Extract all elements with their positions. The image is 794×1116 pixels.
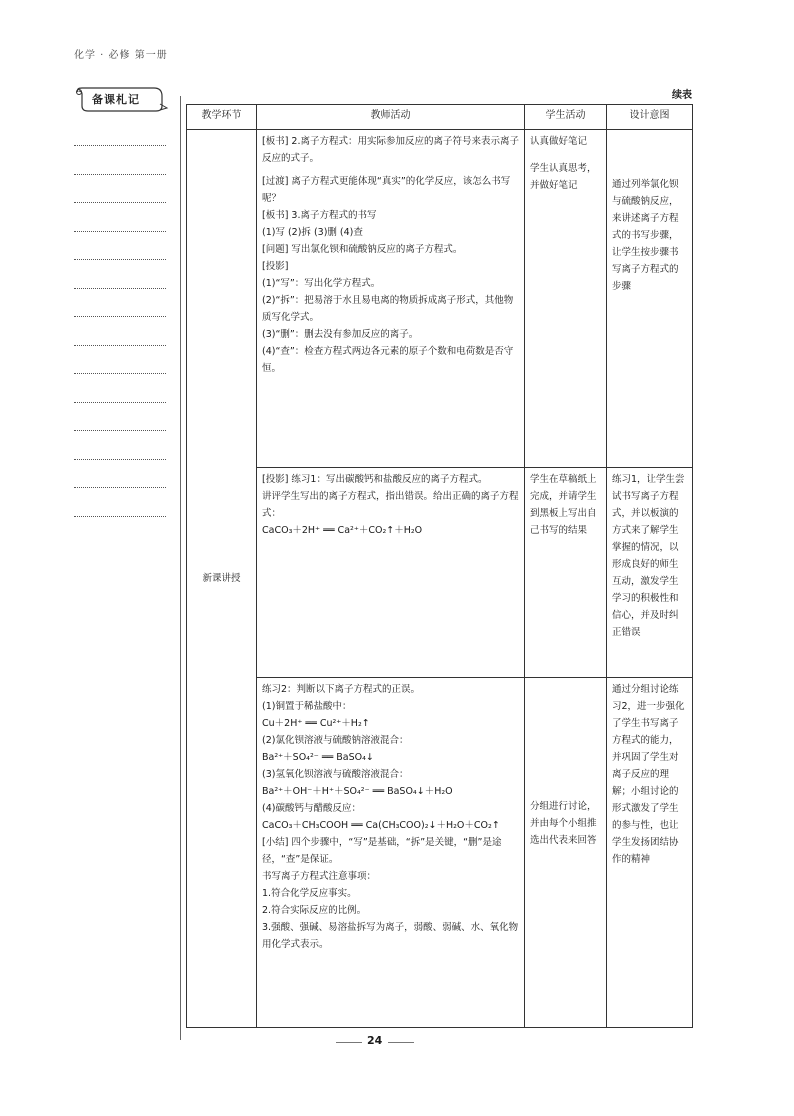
teacher-line: 2.符合实际反应的比例。 [262, 905, 367, 916]
teacher-line: (1)“写”：写出化学方程式。 [262, 278, 381, 289]
teacher-line: 练习2：判断以下离子方程式的正误。 [262, 684, 421, 695]
teacher-line: [板书] 3.离子方程式的书写 [262, 210, 377, 221]
teacher-line: [板书] 2.离子方程式：用实际参加反应的离子符号来表示离子反应的式子。 [262, 136, 519, 164]
header-student: 学生活动 [525, 105, 607, 130]
design-text: 通过列举氯化钡与硫酸钠反应，来讲述离子方程式的书写步骤，让学生按步骤书写离子方程式的步骤 [612, 179, 679, 292]
student-text: 认真做好笔记 [530, 136, 588, 147]
header-design: 设计意图 [607, 105, 693, 130]
teacher-cell [257, 130, 525, 468]
page-number-rule-left [336, 1042, 362, 1043]
teacher-line: (4)“查”：检查方程式两边各元素的原子个数和电荷数是否守恒。 [262, 346, 514, 374]
teacher-cell [257, 678, 525, 1028]
table-row [187, 678, 693, 1028]
design-cell [607, 130, 693, 468]
header-teacher: 教师活动 [257, 105, 525, 130]
note-line [74, 487, 166, 488]
note-line [74, 231, 166, 232]
teacher-line: (1)铜置于稀盐酸中： [262, 701, 352, 712]
teacher-line: (3)氢氧化钡溶液与硫酸溶液混合： [262, 769, 409, 780]
teacher-line: [过渡] 离子方程式更能体现“真实”的化学反应，该怎么书写呢？ [262, 176, 511, 204]
teacher-line: (4)碳酸钙与醋酸反应： [262, 803, 361, 814]
teacher-line: 书写离子方程式注意事项： [262, 871, 377, 882]
notes-logo-text: 备课札记 [92, 93, 140, 106]
teacher-line: 讲评学生写出的离子方程式，指出错误。给出正确的离子方程式： [262, 491, 519, 519]
page-number: 24 [367, 1034, 383, 1047]
design-text: 通过分组讨论练习2，进一步强化了学生书写离子方程式的能力，并巩固了学生对离子反应的理解；小组讨论的形式激发了学生的参与性，也让学生发扬团结协作的精神 [612, 684, 685, 865]
design-cell [607, 468, 693, 678]
note-line [74, 145, 166, 146]
table-row [187, 468, 693, 678]
teacher-line: [小结] 四个步骤中，“写”是基础，“拆”是关键，“删”是途径，“查”是保证。 [262, 837, 502, 865]
teacher-line: Ba²⁺＋OH⁻＋H⁺＋SO₄²⁻ ══ BaSO₄↓＋H₂O [262, 786, 453, 797]
student-text: 学生在草稿纸上完成，并请学生到黑板上写出自己书写的结果 [530, 474, 597, 536]
teacher-line: 1.符合化学反应事实。 [262, 888, 357, 899]
teacher-line: [投影] 练习1：写出碳酸钙和盐酸反应的离子方程式。 [262, 474, 488, 485]
note-line [74, 459, 166, 460]
lesson-plan-table [186, 104, 693, 1028]
stage-cell: 新课讲授 [187, 130, 257, 1028]
continued-label: 续表 [672, 90, 692, 101]
teacher-line: CaCO₃＋CH₃COOH ══ Ca(CH₃COO)₂↓＋H₂O＋CO₂↑ [262, 820, 500, 831]
teacher-line: Cu＋2H⁺ ══ Cu²⁺＋H₂↑ [262, 718, 370, 729]
student-text: 学生认真思考，并做好笔记 [530, 163, 597, 191]
note-line [74, 316, 166, 317]
teacher-line: [投影] [262, 261, 289, 272]
note-line [74, 373, 166, 374]
student-text: 分组进行讨论，并由每个小组推选出代表来回答 [530, 801, 597, 846]
note-line [74, 345, 166, 346]
note-line [74, 202, 166, 203]
table-header-row [187, 105, 693, 130]
header-stage: 教学环节 [187, 105, 257, 130]
student-cell [525, 468, 607, 678]
teacher-line: (3)“删”：删去没有参加反应的离子。 [262, 329, 419, 340]
note-line [74, 174, 166, 175]
note-line [74, 516, 166, 517]
note-line [74, 402, 166, 403]
teacher-line: (2)氯化钡溶液与硫酸钠溶液混合： [262, 735, 409, 746]
margin-divider [180, 96, 181, 1040]
teacher-line: 3.强酸、强碱、易溶盐拆写为离子，弱酸、弱碱、水、氧化物用化学式表示。 [262, 922, 519, 950]
page-number-rule-right [388, 1042, 414, 1043]
student-cell [525, 130, 607, 468]
design-cell [607, 678, 693, 1028]
note-line [74, 259, 166, 260]
student-cell [525, 678, 607, 1028]
note-line [74, 430, 166, 431]
teacher-line: (1)写 (2)拆 (3)删 (4)查 [262, 227, 363, 238]
running-title: 化学 · 必修 第一册 [74, 50, 168, 61]
table-row [187, 130, 693, 468]
teacher-cell [257, 468, 525, 678]
teacher-line: [问题] 写出氯化钡和硫酸钠反应的离子方程式。 [262, 244, 463, 255]
note-line [74, 288, 166, 289]
teacher-line: (2)“拆”：把易溶于水且易电离的物质拆成离子形式，其他物质写化学式。 [262, 295, 514, 323]
design-text: 练习1，让学生尝试书写离子方程式，并以板演的方式来了解学生掌握的情况，以形成良好的师生互动，激发学生学习的积极性和信心，并及时纠正错误 [612, 474, 685, 638]
teacher-line: Ba²⁺＋SO₄²⁻ ══ BaSO₄↓ [262, 752, 374, 763]
teacher-line: CaCO₃＋2H⁺ ══ Ca²⁺＋CO₂↑＋H₂O [262, 525, 423, 536]
